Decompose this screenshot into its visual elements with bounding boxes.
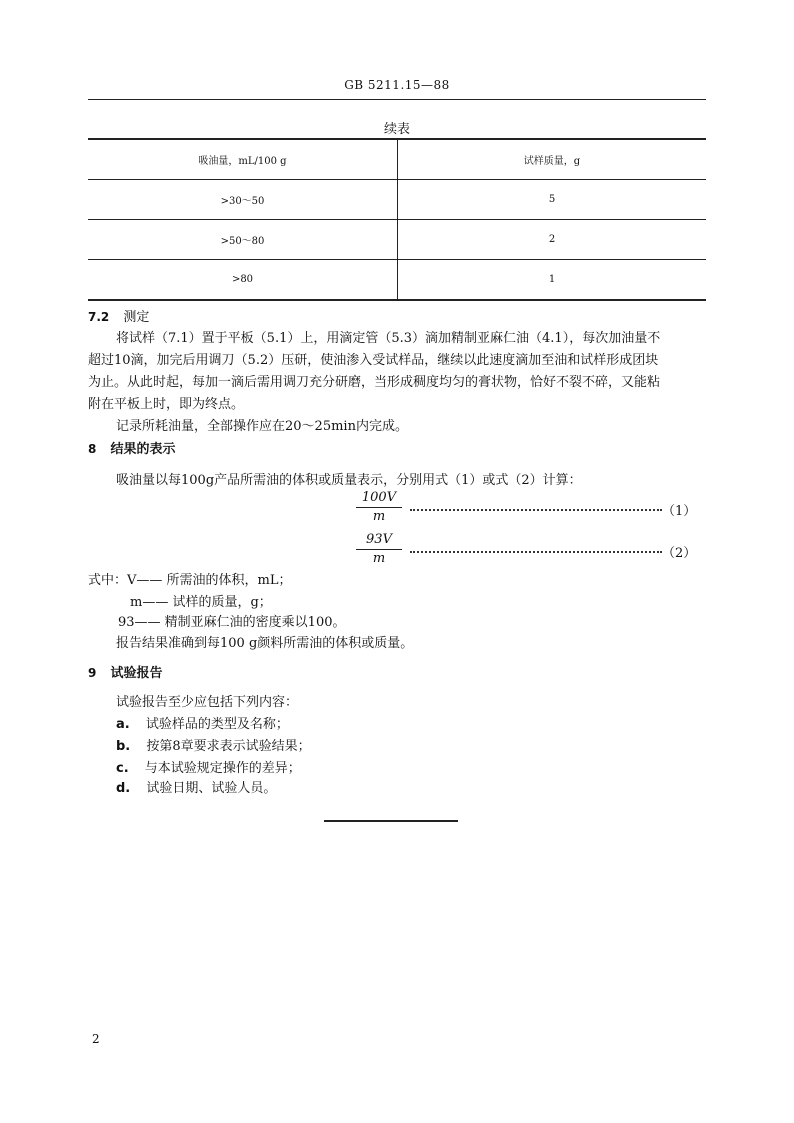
sample-mass-table	[88, 138, 706, 301]
paragraph-line: 记录所耗油量，全部操作应在20～25min内完成。	[116, 419, 408, 434]
list-marker: d.	[116, 781, 131, 796]
list-text: 按第8章要求表示试验结果；	[146, 739, 311, 754]
list-item	[116, 736, 311, 758]
end-rule	[324, 820, 458, 822]
table-cell: >50～80	[88, 220, 398, 260]
section-8-intro: 吸油量以每100g产品所需油的体积或质量表示，分别用式（1）或式（2）计算：	[116, 473, 582, 488]
table-cell: 1	[398, 260, 707, 301]
where-line-3: 93—— 精制亚麻仁油的密度乘以100。	[118, 615, 346, 630]
section-number: 8	[88, 442, 97, 456]
where-line-2: m—— 试样的质量，g；	[130, 595, 272, 610]
section-9-intro: 试验报告至少应包括下列内容：	[116, 695, 299, 710]
section-title: 试验报告	[110, 666, 163, 681]
column-header-oil-absorption: 吸油量，mL/100 g	[88, 139, 398, 180]
list-item	[116, 714, 289, 736]
accuracy-statement: 报告结果准确到每100 g颜料所需油的体积或质量。	[116, 636, 414, 651]
list-item	[116, 778, 276, 800]
section-9-heading	[88, 662, 163, 685]
page-number: 2	[92, 1032, 100, 1046]
table-cell: 5	[398, 180, 707, 220]
paragraph-line: 将试样（7.1）置于平板（5.1）上，用滴定管（5.3）滴加精制亚麻仁油（4.1），每次加油量不	[116, 331, 661, 346]
list-item	[116, 758, 301, 780]
leader-dots	[410, 509, 662, 511]
formula-numerator: 93V	[356, 531, 402, 550]
table-row	[88, 180, 706, 220]
section-title: 结果的表示	[110, 442, 176, 457]
document-header-code: GB 5211.15—88	[344, 78, 450, 92]
where-line-1: 式中：V—— 所需油的体积，mL；	[88, 573, 292, 588]
table-cell: >80	[88, 260, 398, 301]
table-row	[88, 260, 706, 301]
table-caption: 续表	[383, 122, 410, 137]
section-number: 7.2	[88, 310, 110, 324]
section-7-2-paragraph	[88, 328, 702, 438]
section-number: 9	[88, 666, 97, 680]
leader-dots	[410, 551, 662, 553]
list-marker: b.	[116, 739, 131, 754]
list-text: 试验日期、试验人员。	[146, 781, 277, 796]
header-rule	[88, 99, 706, 100]
formula-1	[356, 489, 402, 526]
table-row	[88, 220, 706, 260]
list-marker: c.	[116, 761, 129, 776]
section-7-2-heading	[88, 306, 149, 329]
formula-label: （2）	[662, 546, 697, 561]
column-header-sample-mass: 试样质量，g	[398, 139, 707, 180]
formula-denominator: m	[372, 551, 386, 566]
formula-numerator: 100V	[356, 489, 402, 508]
paragraph-line: 超过10滴，加完后用调刀（5.2）压研，使油渗入受试样品，继续以此速度滴加至油和试样形成团块	[88, 353, 659, 368]
section-8-heading	[88, 438, 176, 461]
paragraph-line: 为止。从此时起，每加一滴后需用调刀充分研磨，当形成稠度均匀的膏状物，恰好不裂不碎，又能粘	[88, 375, 661, 390]
paragraph-line: 附在平板上时，即为终点。	[88, 397, 245, 412]
table-header-row	[88, 139, 706, 180]
formula-denominator: m	[372, 509, 386, 524]
list-text: 与本试验规定操作的差异；	[144, 761, 301, 776]
formula-label: （1）	[662, 504, 697, 519]
formula-2	[356, 531, 402, 568]
list-text: 试验样品的类型及名称；	[145, 717, 289, 732]
section-title: 测定	[123, 310, 150, 325]
table-cell: 2	[398, 220, 707, 260]
list-marker: a.	[116, 717, 130, 732]
table-cell: >30～50	[88, 180, 398, 220]
